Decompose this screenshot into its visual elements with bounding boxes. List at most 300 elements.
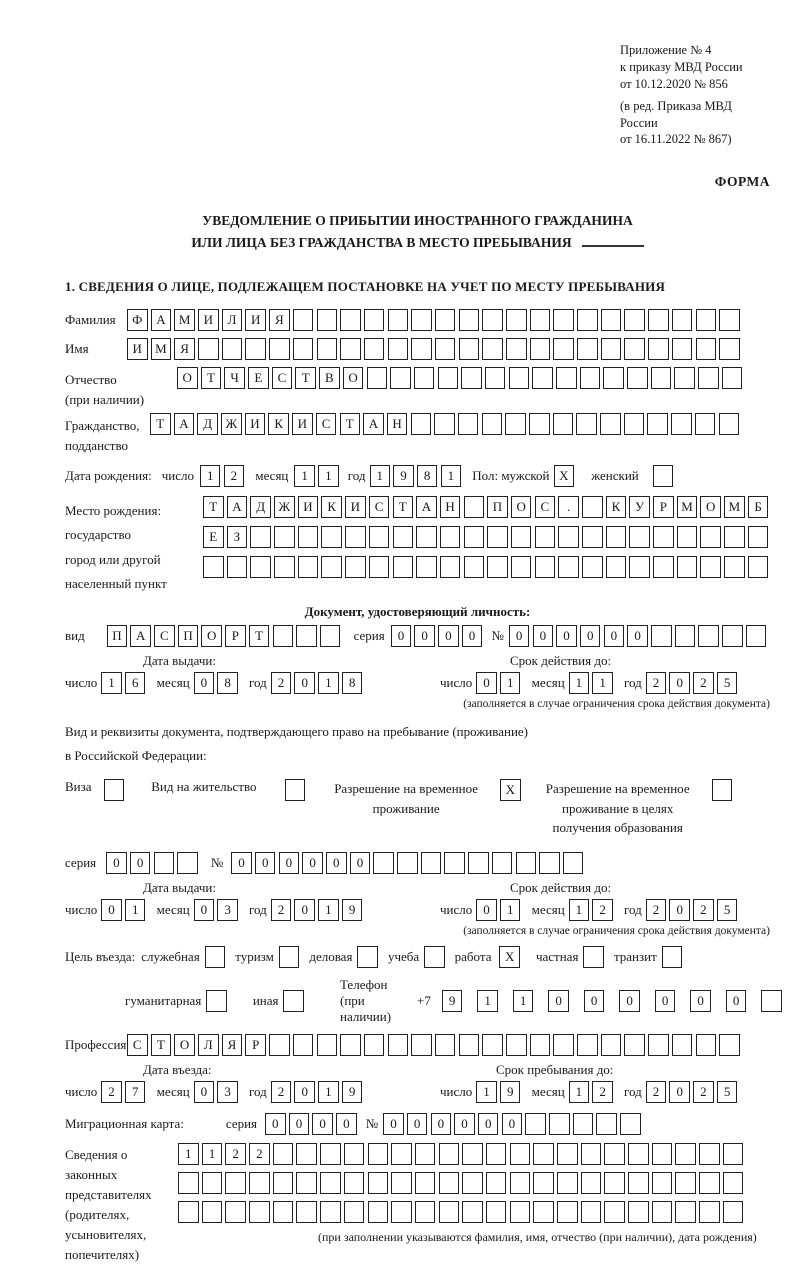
- permit-expiry-month-input[interactable]: [569, 899, 616, 921]
- citizenship-char-box[interactable]: [671, 413, 692, 435]
- phone-digit-box[interactable]: 0: [726, 990, 747, 1012]
- inaya-box[interactable]: [283, 990, 304, 1012]
- legal-reps-char-box[interactable]: [439, 1143, 460, 1165]
- profession-char-box[interactable]: [293, 1034, 314, 1056]
- stay-day-input[interactable]: [476, 1081, 523, 1103]
- delovaya-checkbox[interactable]: [352, 946, 388, 968]
- name-input[interactable]: [127, 338, 743, 360]
- profession-char-box[interactable]: [672, 1034, 693, 1056]
- phone-digit-box[interactable]: 0: [619, 990, 640, 1012]
- doc-number-box[interactable]: 0: [627, 625, 648, 647]
- permit-issue-month-box[interactable]: 0: [194, 899, 215, 921]
- legal-reps-char-box[interactable]: [723, 1201, 744, 1223]
- name-char-box[interactable]: [269, 338, 290, 360]
- profession-char-box[interactable]: [719, 1034, 740, 1056]
- mc-number-box[interactable]: [596, 1113, 617, 1135]
- phone-digit-box[interactable]: 0: [655, 990, 676, 1012]
- legal-reps-char-box[interactable]: [391, 1172, 412, 1194]
- legal-reps-char-box[interactable]: [296, 1201, 317, 1223]
- legal-reps-char-box[interactable]: [557, 1201, 578, 1223]
- surname-char-box[interactable]: [340, 309, 361, 331]
- surname-char-box[interactable]: М: [174, 309, 195, 331]
- entry-year-box[interactable]: 9: [342, 1081, 363, 1103]
- legal-reps-char-box[interactable]: [391, 1201, 412, 1223]
- citizenship-char-box[interactable]: Т: [340, 413, 361, 435]
- permit-number-box[interactable]: [373, 852, 394, 874]
- birthplace-char-box[interactable]: [416, 526, 437, 548]
- surname-char-box[interactable]: [624, 309, 645, 331]
- citizenship-char-box[interactable]: И: [292, 413, 313, 435]
- surname-char-box[interactable]: [482, 309, 503, 331]
- doc-number-box[interactable]: [675, 625, 696, 647]
- doc-series-box[interactable]: 0: [391, 625, 412, 647]
- birthplace-char-box[interactable]: .: [558, 496, 579, 518]
- legal-reps-char-box[interactable]: 1: [202, 1143, 223, 1165]
- birthplace-char-box[interactable]: А: [416, 496, 437, 518]
- birthplace-char-box[interactable]: [558, 556, 579, 578]
- permit-number-box[interactable]: 0: [302, 852, 323, 874]
- phone-digit-box[interactable]: 1: [513, 990, 534, 1012]
- birthplace-char-box[interactable]: О: [700, 496, 721, 518]
- birthplace-char-box[interactable]: [274, 526, 295, 548]
- profession-char-box[interactable]: Я: [222, 1034, 243, 1056]
- legal-reps-char-box[interactable]: [344, 1201, 365, 1223]
- patronymic-char-box[interactable]: [485, 367, 506, 389]
- citizenship-char-box[interactable]: Т: [150, 413, 171, 435]
- legal-reps-char-box[interactable]: 1: [178, 1143, 199, 1165]
- mc-number-box[interactable]: [525, 1113, 546, 1135]
- chastnaya-box[interactable]: [583, 946, 604, 968]
- permit-issue-day-box[interactable]: 1: [125, 899, 146, 921]
- patronymic-char-box[interactable]: О: [177, 367, 198, 389]
- birthplace-char-box[interactable]: Р: [653, 496, 674, 518]
- legal-reps-char-box[interactable]: [439, 1172, 460, 1194]
- doc-expiry-year-box[interactable]: 2: [646, 672, 667, 694]
- citizenship-char-box[interactable]: Д: [197, 413, 218, 435]
- permit-expiry-month-box[interactable]: 2: [592, 899, 613, 921]
- legal-reps-char-box[interactable]: [723, 1172, 744, 1194]
- birthplace-char-box[interactable]: [369, 526, 390, 548]
- doc-number-box[interactable]: 0: [604, 625, 625, 647]
- entry-year-box[interactable]: 0: [294, 1081, 315, 1103]
- doc-number-box[interactable]: [651, 625, 672, 647]
- doc-series-box[interactable]: 0: [462, 625, 483, 647]
- profession-char-box[interactable]: [459, 1034, 480, 1056]
- birthplace-char-box[interactable]: [535, 556, 556, 578]
- permit-expiry-month-box[interactable]: 1: [569, 899, 590, 921]
- birthplace-char-box[interactable]: [393, 556, 414, 578]
- mc-number-box[interactable]: [549, 1113, 570, 1135]
- permit-issue-day-input[interactable]: [101, 899, 148, 921]
- name-char-box[interactable]: [293, 338, 314, 360]
- profession-char-box[interactable]: Т: [151, 1034, 172, 1056]
- legal-reps-char-box[interactable]: [699, 1172, 720, 1194]
- legal-reps-char-box[interactable]: [486, 1172, 507, 1194]
- permit-series-box[interactable]: 0: [130, 852, 151, 874]
- birth-year-box[interactable]: 1: [370, 465, 391, 487]
- birthplace-char-box[interactable]: Н: [440, 496, 461, 518]
- permit-series-box[interactable]: [177, 852, 198, 874]
- doc-type-box[interactable]: П: [178, 625, 199, 647]
- patronymic-char-box[interactable]: [367, 367, 388, 389]
- doc-expiry-day-box[interactable]: 0: [476, 672, 497, 694]
- entry-month-input[interactable]: [194, 1081, 241, 1103]
- legal-reps-char-box[interactable]: [178, 1201, 199, 1223]
- birthplace-char-box[interactable]: М: [677, 496, 698, 518]
- birthplace-char-box[interactable]: Ж: [274, 496, 295, 518]
- legal-reps-char-box[interactable]: [699, 1201, 720, 1223]
- visa-box[interactable]: [104, 779, 125, 801]
- patronymic-char-box[interactable]: [603, 367, 624, 389]
- stay-year-box[interactable]: 0: [669, 1081, 690, 1103]
- surname-char-box[interactable]: [696, 309, 717, 331]
- mc-series-box[interactable]: 0: [289, 1113, 310, 1135]
- birth-year-input[interactable]: [370, 465, 465, 487]
- doc-issue-year-box[interactable]: 0: [294, 672, 315, 694]
- doc-issue-year-box[interactable]: 1: [318, 672, 339, 694]
- legal-reps-char-box[interactable]: [320, 1172, 341, 1194]
- birthplace-char-box[interactable]: А: [227, 496, 248, 518]
- birth-year-box[interactable]: 9: [393, 465, 414, 487]
- doc-number-box[interactable]: [746, 625, 767, 647]
- birthplace-char-box[interactable]: С: [369, 496, 390, 518]
- permit-series-input[interactable]: [106, 852, 201, 874]
- name-char-box[interactable]: [459, 338, 480, 360]
- profession-char-box[interactable]: [269, 1034, 290, 1056]
- permit-expiry-day-input[interactable]: [476, 899, 523, 921]
- birthplace-char-box[interactable]: З: [227, 526, 248, 548]
- permit-expiry-year-box[interactable]: 2: [646, 899, 667, 921]
- name-char-box[interactable]: [601, 338, 622, 360]
- permit-expiry-day-box[interactable]: 0: [476, 899, 497, 921]
- birthplace-char-box[interactable]: [629, 556, 650, 578]
- permit-issue-year-box[interactable]: 9: [342, 899, 363, 921]
- birthplace-char-box[interactable]: [511, 556, 532, 578]
- legal-reps-char-box[interactable]: [225, 1201, 246, 1223]
- mc-number-box[interactable]: [573, 1113, 594, 1135]
- profession-char-box[interactable]: Р: [245, 1034, 266, 1056]
- birthplace-char-box[interactable]: [653, 556, 674, 578]
- mc-number-box[interactable]: [620, 1113, 641, 1135]
- legal-reps-char-box[interactable]: [320, 1201, 341, 1223]
- surname-char-box[interactable]: Л: [222, 309, 243, 331]
- birthplace-char-box[interactable]: [700, 526, 721, 548]
- surname-char-box[interactable]: [435, 309, 456, 331]
- turizm-checkbox[interactable]: [274, 946, 310, 968]
- name-char-box[interactable]: И: [127, 338, 148, 360]
- phone-digit-box[interactable]: 0: [548, 990, 569, 1012]
- legal-reps-char-box[interactable]: [415, 1172, 436, 1194]
- doc-type-box[interactable]: [296, 625, 317, 647]
- birthplace-char-box[interactable]: [511, 526, 532, 548]
- stay-month-box[interactable]: 2: [592, 1081, 613, 1103]
- profession-char-box[interactable]: [577, 1034, 598, 1056]
- birth-day-input[interactable]: [200, 465, 247, 487]
- birthplace-char-box[interactable]: [700, 556, 721, 578]
- legal-reps-char-box[interactable]: [533, 1172, 554, 1194]
- name-char-box[interactable]: [222, 338, 243, 360]
- stay-day-box[interactable]: 9: [500, 1081, 521, 1103]
- permit-issue-month-box[interactable]: 3: [217, 899, 238, 921]
- permit-number-input[interactable]: [231, 852, 586, 874]
- legal-reps-char-box[interactable]: [628, 1143, 649, 1165]
- profession-char-box[interactable]: [553, 1034, 574, 1056]
- birthplace-char-box[interactable]: Е: [203, 526, 224, 548]
- birthplace-char-box[interactable]: [677, 556, 698, 578]
- legal-reps-char-box[interactable]: [557, 1143, 578, 1165]
- ucheba-checkbox[interactable]: [419, 946, 455, 968]
- legal-reps-char-box[interactable]: [225, 1172, 246, 1194]
- entry-month-box[interactable]: 3: [217, 1081, 238, 1103]
- phone-digit-box[interactable]: [761, 990, 782, 1012]
- doc-issue-month-box[interactable]: 0: [194, 672, 215, 694]
- sex-male-box[interactable]: X: [554, 465, 575, 487]
- birthplace-char-box[interactable]: [629, 526, 650, 548]
- citizenship-char-box[interactable]: [647, 413, 668, 435]
- birthplace-char-box[interactable]: [464, 556, 485, 578]
- tranzit-box[interactable]: [662, 946, 683, 968]
- surname-char-box[interactable]: [293, 309, 314, 331]
- name-char-box[interactable]: [245, 338, 266, 360]
- birthplace-char-box[interactable]: [487, 556, 508, 578]
- permit-number-box[interactable]: 0: [326, 852, 347, 874]
- citizenship-char-box[interactable]: И: [245, 413, 266, 435]
- birth-day-box[interactable]: 1: [200, 465, 221, 487]
- citizenship-char-box[interactable]: А: [174, 413, 195, 435]
- sluzhebnaya-box[interactable]: [205, 946, 226, 968]
- citizenship-char-box[interactable]: [600, 413, 621, 435]
- legal-reps-char-box[interactable]: [510, 1172, 531, 1194]
- name-char-box[interactable]: Я: [174, 338, 195, 360]
- birthplace-char-box[interactable]: [298, 526, 319, 548]
- legal-reps-char-box[interactable]: [510, 1143, 531, 1165]
- birthplace-char-box[interactable]: [345, 526, 366, 548]
- profession-char-box[interactable]: [696, 1034, 717, 1056]
- birth-year-box[interactable]: 8: [417, 465, 438, 487]
- legal-reps-line1-input[interactable]: [178, 1143, 757, 1165]
- visa-checkbox[interactable]: [96, 779, 128, 801]
- doc-issue-month-input[interactable]: [194, 672, 241, 694]
- patronymic-char-box[interactable]: Ч: [224, 367, 245, 389]
- doc-type-box[interactable]: Р: [225, 625, 246, 647]
- doc-type-box[interactable]: П: [107, 625, 128, 647]
- surname-char-box[interactable]: Я: [269, 309, 290, 331]
- stay-year-box[interactable]: 2: [693, 1081, 714, 1103]
- legal-reps-char-box[interactable]: [581, 1143, 602, 1165]
- name-char-box[interactable]: [672, 338, 693, 360]
- profession-char-box[interactable]: [317, 1034, 338, 1056]
- inaya-checkbox[interactable]: [278, 990, 314, 1012]
- legal-reps-char-box[interactable]: [699, 1143, 720, 1165]
- profession-char-box[interactable]: О: [174, 1034, 195, 1056]
- surname-char-box[interactable]: И: [245, 309, 266, 331]
- birthplace-char-box[interactable]: [677, 526, 698, 548]
- profession-char-box[interactable]: [624, 1034, 645, 1056]
- doc-issue-year-box[interactable]: 8: [342, 672, 363, 694]
- patronymic-char-box[interactable]: О: [343, 367, 364, 389]
- stay-day-box[interactable]: 1: [476, 1081, 497, 1103]
- rabota-checkbox[interactable]: [494, 946, 530, 968]
- surname-char-box[interactable]: [317, 309, 338, 331]
- permit-number-box[interactable]: [444, 852, 465, 874]
- name-char-box[interactable]: [577, 338, 598, 360]
- patronymic-char-box[interactable]: С: [272, 367, 293, 389]
- citizenship-char-box[interactable]: [576, 413, 597, 435]
- patronymic-char-box[interactable]: [651, 367, 672, 389]
- name-char-box[interactable]: [364, 338, 385, 360]
- rvp-box[interactable]: X: [500, 779, 521, 801]
- citizenship-char-box[interactable]: [624, 413, 645, 435]
- name-char-box[interactable]: [553, 338, 574, 360]
- legal-reps-char-box[interactable]: [581, 1172, 602, 1194]
- birthplace-char-box[interactable]: П: [487, 496, 508, 518]
- tranzit-checkbox[interactable]: [657, 946, 693, 968]
- birthplace-char-box[interactable]: [321, 526, 342, 548]
- legal-reps-char-box[interactable]: [344, 1143, 365, 1165]
- legal-reps-char-box[interactable]: [202, 1201, 223, 1223]
- doc-expiry-year-box[interactable]: 5: [717, 672, 738, 694]
- entry-day-box[interactable]: 7: [125, 1081, 146, 1103]
- birthplace-char-box[interactable]: И: [298, 496, 319, 518]
- permit-expiry-year-box[interactable]: 0: [669, 899, 690, 921]
- doc-number-box[interactable]: 0: [580, 625, 601, 647]
- doc-expiry-day-input[interactable]: [476, 672, 523, 694]
- legal-reps-char-box[interactable]: [273, 1172, 294, 1194]
- patronymic-char-box[interactable]: [461, 367, 482, 389]
- permit-number-box[interactable]: [421, 852, 442, 874]
- profession-char-box[interactable]: [388, 1034, 409, 1056]
- citizenship-char-box[interactable]: [458, 413, 479, 435]
- legal-reps-char-box[interactable]: [249, 1172, 270, 1194]
- surname-char-box[interactable]: [601, 309, 622, 331]
- legal-reps-char-box[interactable]: [675, 1201, 696, 1223]
- birthplace-char-box[interactable]: [535, 526, 556, 548]
- name-char-box[interactable]: [411, 338, 432, 360]
- patronymic-char-box[interactable]: [390, 367, 411, 389]
- entry-year-box[interactable]: 1: [318, 1081, 339, 1103]
- permit-expiry-year-box[interactable]: 5: [717, 899, 738, 921]
- legal-reps-char-box[interactable]: [462, 1201, 483, 1223]
- patronymic-char-box[interactable]: В: [319, 367, 340, 389]
- birthplace-char-box[interactable]: [369, 556, 390, 578]
- permit-issue-year-box[interactable]: 2: [271, 899, 292, 921]
- doc-expiry-month-box[interactable]: 1: [592, 672, 613, 694]
- doc-type-box[interactable]: С: [154, 625, 175, 647]
- doc-type-input[interactable]: [107, 625, 344, 647]
- doc-number-input[interactable]: [509, 625, 770, 647]
- legal-reps-char-box[interactable]: [296, 1172, 317, 1194]
- profession-char-box[interactable]: [435, 1034, 456, 1056]
- surname-char-box[interactable]: [411, 309, 432, 331]
- entry-year-box[interactable]: 2: [271, 1081, 292, 1103]
- legal-reps-char-box[interactable]: [296, 1143, 317, 1165]
- entry-day-box[interactable]: 2: [101, 1081, 122, 1103]
- permit-number-box[interactable]: [539, 852, 560, 874]
- stay-year-box[interactable]: 2: [646, 1081, 667, 1103]
- phone-digit-box[interactable]: 0: [690, 990, 711, 1012]
- doc-expiry-day-box[interactable]: 1: [500, 672, 521, 694]
- legal-reps-char-box[interactable]: [581, 1201, 602, 1223]
- mc-number-box[interactable]: 0: [454, 1113, 475, 1135]
- legal-reps-char-box[interactable]: [486, 1143, 507, 1165]
- doc-series-box[interactable]: 0: [438, 625, 459, 647]
- doc-expiry-year-box[interactable]: 2: [693, 672, 714, 694]
- legal-reps-char-box[interactable]: [652, 1201, 673, 1223]
- doc-number-box[interactable]: 0: [509, 625, 530, 647]
- permit-issue-year-box[interactable]: 0: [294, 899, 315, 921]
- citizenship-char-box[interactable]: [553, 413, 574, 435]
- legal-reps-char-box[interactable]: [368, 1201, 389, 1223]
- legal-reps-char-box[interactable]: [462, 1172, 483, 1194]
- permit-number-box[interactable]: 0: [255, 852, 276, 874]
- name-char-box[interactable]: [317, 338, 338, 360]
- surname-char-box[interactable]: [577, 309, 598, 331]
- doc-expiry-year-input[interactable]: [646, 672, 741, 694]
- profession-char-box[interactable]: [530, 1034, 551, 1056]
- profession-input[interactable]: [127, 1034, 743, 1056]
- entry-day-input[interactable]: [101, 1081, 148, 1103]
- name-char-box[interactable]: [530, 338, 551, 360]
- birthplace-char-box[interactable]: [606, 526, 627, 548]
- citizenship-char-box[interactable]: [411, 413, 432, 435]
- surname-char-box[interactable]: [672, 309, 693, 331]
- birthplace-char-box[interactable]: И: [345, 496, 366, 518]
- legal-reps-char-box[interactable]: [533, 1201, 554, 1223]
- birthplace-char-box[interactable]: [582, 556, 603, 578]
- citizenship-char-box[interactable]: [505, 413, 526, 435]
- permit-issue-day-box[interactable]: 0: [101, 899, 122, 921]
- rvp-checkbox[interactable]: [492, 779, 524, 801]
- rabota-box[interactable]: X: [499, 946, 520, 968]
- birthplace-line1-input[interactable]: [203, 496, 772, 518]
- patronymic-char-box[interactable]: [556, 367, 577, 389]
- birthplace-char-box[interactable]: [440, 556, 461, 578]
- sex-male-checkbox[interactable]: [554, 465, 578, 487]
- permit-expiry-day-box[interactable]: 1: [500, 899, 521, 921]
- citizenship-char-box[interactable]: А: [363, 413, 384, 435]
- citizenship-char-box[interactable]: С: [316, 413, 337, 435]
- profession-char-box[interactable]: [601, 1034, 622, 1056]
- name-char-box[interactable]: [435, 338, 456, 360]
- birthplace-char-box[interactable]: К: [606, 496, 627, 518]
- permit-expiry-year-input[interactable]: [646, 899, 741, 921]
- legal-reps-char-box[interactable]: [510, 1201, 531, 1223]
- profession-char-box[interactable]: [340, 1034, 361, 1056]
- profession-char-box[interactable]: [411, 1034, 432, 1056]
- patronymic-char-box[interactable]: [438, 367, 459, 389]
- birthplace-char-box[interactable]: [748, 526, 769, 548]
- stay-month-input[interactable]: [569, 1081, 616, 1103]
- legal-reps-char-box[interactable]: [273, 1201, 294, 1223]
- birthplace-char-box[interactable]: Б: [748, 496, 769, 518]
- surname-char-box[interactable]: [530, 309, 551, 331]
- rvp-edu-checkbox[interactable]: [704, 779, 736, 801]
- stay-month-box[interactable]: 1: [569, 1081, 590, 1103]
- phone-digit-box[interactable]: 9: [442, 990, 463, 1012]
- residence-checkbox[interactable]: [277, 779, 309, 801]
- stay-year-box[interactable]: 5: [717, 1081, 738, 1103]
- doc-type-box[interactable]: А: [130, 625, 151, 647]
- doc-expiry-month-box[interactable]: 1: [569, 672, 590, 694]
- birthplace-char-box[interactable]: [298, 556, 319, 578]
- birthplace-char-box[interactable]: [227, 556, 248, 578]
- birthplace-char-box[interactable]: М: [724, 496, 745, 518]
- permit-number-box[interactable]: [492, 852, 513, 874]
- birthplace-char-box[interactable]: [274, 556, 295, 578]
- legal-reps-char-box[interactable]: [723, 1143, 744, 1165]
- doc-number-box[interactable]: 0: [556, 625, 577, 647]
- permit-series-box[interactable]: 0: [106, 852, 127, 874]
